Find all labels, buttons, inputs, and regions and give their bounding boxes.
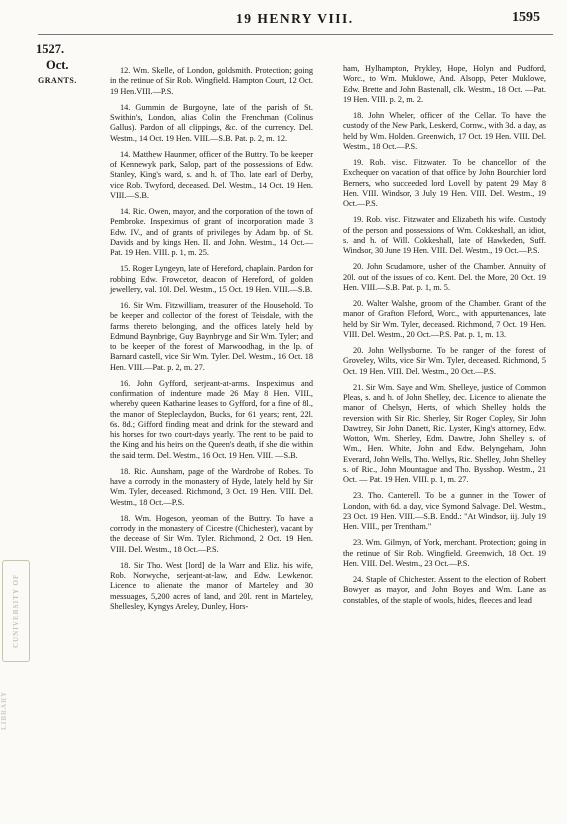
- running-title: 19 HENRY VIII.: [236, 11, 354, 26]
- entry: 20. Walter Walshe, groom of the Chamber. Grant of the manor of Grafton Fleford, Worc., with appurtenances, late held by Sir Wm. Tyler, deceased. Richmond, 7 Oct. 19 Hen. VIII. Del. Westm., 20 Oct.—P.S. Pat. p. 1, m. 13.: [343, 299, 546, 339]
- entry: 18. Sir Tho. West [lord] de la Warr and Eliz. his wife, Rob. Norwyche, serjeant-at-law, and Edw. Lewkenor. Licence to alienate the manor of Marteley and 30 messuages, 5,200 acres of land, and 20l. rent in Marteley, Shellesley, Kyngys Areley, Dunley, Hors-: [110, 560, 313, 611]
- entry: 15. Roger Lyngeyn, late of Hereford, chaplain. Pardon for robbing Edw. Frowcetor, deacon of Hereford, of golden jewellery, val. 10l. Del. Westm., 15 Oct. 19 Hen. VIII.—S.B.: [110, 264, 313, 294]
- entry: 12. Wm. Skelle, of London, goldsmith. Protection; going in the retinue of Sir Rob. Wingfield. Hampton Court, 12 Oct. 19 Hen.VIII.—P.S.: [110, 66, 313, 96]
- margin-year: 1527.: [36, 42, 65, 56]
- entry-continued: ham, Hylhampton, Prykley, Hope, Holyn and Pudford, Worc., to Wm. Muklowe, And. Alsopp, Peter Muklowe, Edw. Brette and John Bastenall, clk. Westm., 18 Oct. —Pat. 19 Hen. VIII. p. 2, m. 2.: [343, 64, 546, 104]
- entry: 24. Staple of Chichester. Assent to the election of Robert Bowyer as mayor, and John Boyes and Wm. Lane as constables, of the staple of wools, hides, fleeces and lead: [343, 575, 546, 605]
- entry: 21. Sir Wm. Saye and Wm. Shelleye, justice of Common Pleas, s. and h. of John Shelley, dec. Licence to alienate the manor of Chelsyn, Herts, of which Shelley holds the reversion with Sir Ric. Sherley, Sir Roger Copley, Sir John Dawtrey, Sir John Danett, Ric. Lyster, King's attorney, Edw. Wotton, Wm. Sherley, Edm. Dawtre, John Shelley s. of Wm., Hen. White, John and Edw. Belyngeham, John Everard, John Wells, Tho. Wellys, Ric. Shelley, John Shelley s. of Ric., John Mountague and Tho. Bysshop. Westm., 21 Oct. — Pat. 19 Hen. VIII. p. 1, m. 27.: [343, 382, 546, 484]
- entry: 20. John Scudamore, usher of the Chamber. Annuity of 20l. out of the issues of co. Kent. Del. the More, 20 Oct. 19 Hen. VIII.—S.B. Pat. p. 1, m. 5.: [343, 262, 546, 292]
- library-stamp-watermark-2: LIBRARY: [0, 690, 8, 730]
- entry: 16. Sir Wm. Fitzwilliam, treasurer of the Household. To be keeper and collector of the forest of Teisdale, with the farms thereto belonging, and the offices lately held by Edmund Baynbrige, Guy Baynbryge and Sir Wm. Tyler; and to be keeper of the forest of Marwoodhag, in the lp. of Barnard castell, vice Sir Wm. Tyler. Del. Westm., 16 Oct. 18 Hen. VIII.—Pat. p. 2, m. 27.: [110, 301, 313, 372]
- entry: 14. Ric. Owen, mayor, and the corporation of the town of Pembroke. Inspeximus of grant of incorporation made 3 Edw. IV., and of grants of privileges by Adam bp. of St. Davids and by kings Hen. II. and John. Westm., 14 Oct.—Pat. 19 Hen. VIII. p. 1, m. 25.: [110, 207, 313, 257]
- margin-section-heading: GRANTS.: [38, 76, 77, 85]
- entry: 16. John Gyfford, serjeant-at-arms. Inspeximus and confirmation of indenture made 26 May 8 Hen. VIII., whereby queen Katharine leases to Gyfford, for a fine of 8l., the manor of Stepleclaydon, Bucks, for 61 years; rent, 22l. 6s. 8d.; Gifford finding meat and drink for the steward and his horses for two court-days yearly. The rent to be paid to the King and his heirs on the Queen's death, if she die within the said term. Del. Westm., 16 Oct. 19 Hen. VIII. —S.B.: [110, 378, 313, 460]
- library-stamp-watermark: CUNIVERSITY OF: [2, 560, 30, 662]
- entry: 19. Rob. visc. Fitzwater. To be chancellor of the Exchequer on vacation of that office by John Bourchier lord Berners, who succeeded lord Lovell by patent 29 May 8 Hen. VIII. Windsor, 3 July 19 Hen. VIII. Del. Westm., 19 Oct.—P.S.: [343, 158, 546, 208]
- entry: 23. Wm. Gilmyn, of York, merchant. Protection; going in the retinue of Sir Rob. Wingfield. Greenwich, 18 Oct. 19 Hen. VIII. Del. Westm., 23 Oct.—P.S.: [343, 538, 546, 568]
- entry: 14. Matthew Haunmer, officer of the Buttry. To be keeper of Kennewyk park, Salop, part of the possessions of Edw. Stanley, King's ward, s. and h. of Tho. late earl of Derby, vice Rob. Twyford, deceased. Del. Westm., 14 Oct. 19 Hen. VIII.—S.B.: [110, 149, 313, 200]
- entry: 23. Tho. Canterell. To be a gunner in the Tower of London, with 6d. a day, vice Symond Salvage. Del. Westm., 23 Oct. 19 Hen. VIII.—S.B. Endd.: "At Windsor, iij. July 19 Hen. VIII., per Trentham.": [343, 491, 546, 531]
- header-rule: [38, 34, 553, 35]
- right-column: [343, 64, 546, 612]
- entry: 18. Ric. Aunsham, page of the Wardrobe of Robes. To have a corrody in the monastery of Hyde, lately held by Sir Wm. Tyler, deceased. Richmond, 3 Oct. 19 Hen. VIII. Del. Westm., 18 Oct.—P.S.: [110, 466, 313, 507]
- entry: 19. Rob. visc. Fitzwater and Elizabeth his wife. Custody of the person and possessions of Wm. Cokkeshall, an idiot, s. and h. of Will. Cokkeshall, late of Hawkeden, Suff. Windsor, 30 June 19 Hen. VIII. Del. Westm., 19 Oct.—P.S.: [343, 215, 546, 255]
- left-column: [110, 66, 313, 618]
- entry: 18. John Wheler, officer of the Cellar. To have the custody of the New Park, Leskerd, Cornw., with 3d. a day, as held by Wm. Holden. Greenwich, 17 Oct. 19 Hen. VIII. Del. Westm., 18 Oct.—P.S.: [343, 111, 546, 151]
- entry: 18. Wm. Hogeson, yeoman of the Buttry. To have a corrody in the monastery of Cicestre (Chichester), vacant by the decease of Sir Wm. Tyler. Richmond, 2 Oct. 19 Hen. VIII. Del. Westm., 18 Oct.—P.S.: [110, 513, 313, 554]
- entry: 20. John Wellysborne. To be ranger of the forest of Groveley, Wilts, vice Sir Wm. Tyler, deceased. Richmond, 5 Oct. 19 Hen. VIII. Del. Westm., 20 Oct.—P.S.: [343, 346, 546, 376]
- margin-month: Oct.: [46, 58, 69, 72]
- page-number: 1595: [512, 10, 540, 25]
- entry: 14. Gummin de Burgoyne, late of the parish of St. Swithin's, London, alias Colin the Frenchman (Colinus Gallus). Pardon of all clippings, &c. of the currency. Del. Westm., 14 Oct. 19 Hen. VIII.—S.B. Pat. p. 2, m. 12.: [110, 102, 313, 143]
